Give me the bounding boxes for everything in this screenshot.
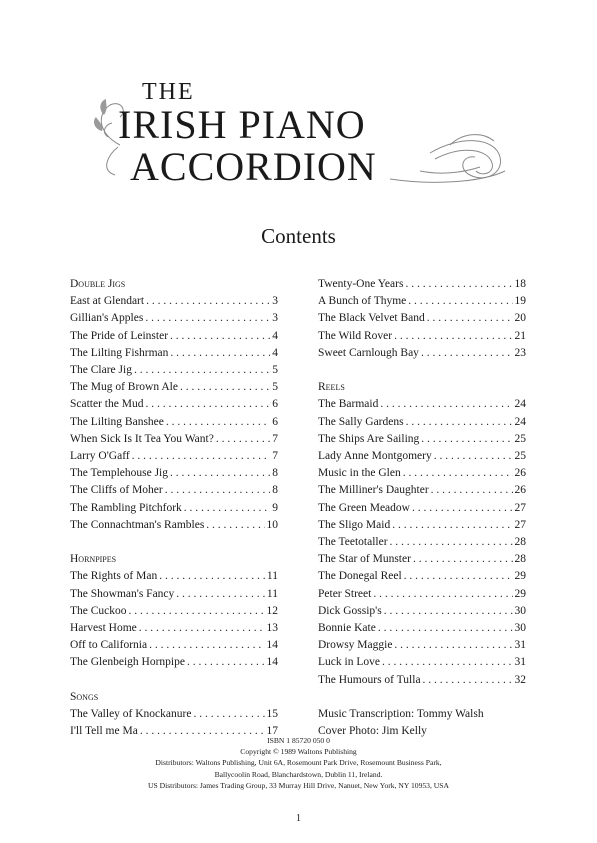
contents-entry bbox=[70, 500, 278, 517]
contents-entry bbox=[318, 568, 526, 585]
entry-title: Bonnie Kate bbox=[318, 622, 376, 635]
dot-leader bbox=[170, 328, 270, 345]
title-the: THE bbox=[142, 79, 195, 105]
dot-leader bbox=[431, 482, 513, 499]
dot-leader bbox=[434, 448, 513, 465]
entry-title: The Ships Are Sailing bbox=[318, 432, 420, 445]
section-heading: Reels bbox=[318, 381, 345, 394]
dot-leader bbox=[423, 672, 513, 689]
entry-page: 14 bbox=[266, 639, 278, 652]
entry-page: 4 bbox=[272, 329, 278, 342]
entry-title: Lady Anne Montgomery bbox=[318, 450, 432, 463]
dot-leader bbox=[165, 482, 271, 499]
entry-page: 15 bbox=[266, 708, 278, 721]
dot-leader bbox=[180, 379, 270, 396]
entry-page: 11 bbox=[266, 570, 278, 583]
entry-title: The Showman's Fancy bbox=[70, 587, 175, 600]
entry-page: 9 bbox=[272, 501, 278, 514]
entry-title: The Pride of Leinster bbox=[70, 329, 169, 342]
entry-title: The Cuckoo bbox=[70, 604, 127, 617]
contents-entry bbox=[318, 586, 526, 603]
dot-leader bbox=[408, 293, 512, 310]
entry-page: 19 bbox=[514, 295, 526, 308]
contents-entry bbox=[318, 345, 526, 362]
entry-title: Drowsy Maggie bbox=[318, 639, 393, 652]
contents-entry bbox=[70, 293, 278, 310]
entry-title: Peter Street bbox=[318, 587, 372, 600]
contents-entry bbox=[70, 328, 278, 345]
section-gap bbox=[318, 362, 526, 379]
entry-page: 12 bbox=[266, 604, 278, 617]
contents-entry bbox=[318, 603, 526, 620]
entry-page: 11 bbox=[266, 587, 278, 600]
entry-page: 8 bbox=[272, 484, 278, 497]
dot-leader bbox=[378, 620, 513, 637]
dot-leader bbox=[427, 310, 513, 327]
dot-leader bbox=[146, 293, 270, 310]
section-heading: Songs bbox=[70, 690, 99, 703]
entry-page: 27 bbox=[514, 518, 526, 531]
entry-page: 27 bbox=[514, 501, 526, 514]
dot-leader bbox=[216, 431, 270, 448]
title-block bbox=[90, 75, 510, 190]
title-accordion: ACCORDION bbox=[130, 144, 377, 189]
entry-page: 28 bbox=[514, 536, 526, 549]
entry-page: 28 bbox=[514, 553, 526, 566]
contents-entry bbox=[318, 482, 526, 499]
entry-title: Harvest Home bbox=[70, 622, 137, 635]
contents-column-left bbox=[70, 276, 278, 740]
contents-entry bbox=[70, 345, 278, 362]
entry-page: 5 bbox=[272, 364, 278, 377]
dot-leader bbox=[421, 431, 512, 448]
contents-entry bbox=[70, 517, 278, 534]
contents-entry bbox=[70, 465, 278, 482]
contents-entry bbox=[318, 517, 526, 534]
title-irish-piano: IRISH PIANO bbox=[118, 102, 366, 147]
entry-title: Off to California bbox=[70, 639, 148, 652]
entry-page: 31 bbox=[514, 639, 526, 652]
dot-leader bbox=[394, 637, 512, 654]
entry-title: The Sligo Maid bbox=[318, 518, 391, 531]
entry-page: 5 bbox=[272, 381, 278, 394]
section-heading: Double Jigs bbox=[70, 278, 126, 290]
dot-leader bbox=[373, 586, 512, 603]
entry-page: 7 bbox=[272, 450, 278, 463]
contents-heading: Contents bbox=[261, 224, 336, 248]
dot-leader bbox=[380, 396, 512, 413]
dot-leader bbox=[384, 603, 513, 620]
dot-leader bbox=[403, 465, 513, 482]
entry-title: I'll Tell me Ma bbox=[70, 725, 138, 738]
dot-leader bbox=[412, 500, 513, 517]
entry-page: 26 bbox=[514, 484, 526, 497]
entry-page: 7 bbox=[272, 432, 278, 445]
entry-page: 21 bbox=[514, 329, 526, 342]
entry-title: When Sick Is It Tea You Want? bbox=[70, 432, 214, 445]
contents-entry bbox=[70, 482, 278, 499]
cover-photo-credit: Cover Photo: Jim Kelly bbox=[318, 725, 427, 738]
entry-title: The Donegal Reel bbox=[318, 570, 402, 583]
dot-leader bbox=[145, 396, 270, 413]
entry-page: 6 bbox=[272, 398, 278, 411]
contents-entry bbox=[318, 637, 526, 654]
entry-title: The Rambling Pitchfork bbox=[70, 501, 182, 514]
entry-page: 17 bbox=[266, 725, 278, 738]
section-gap bbox=[70, 672, 278, 689]
entry-title: The Star of Munster bbox=[318, 553, 411, 566]
entry-title: The Cliffs of Moher bbox=[70, 484, 163, 497]
contents-entry bbox=[70, 414, 278, 431]
contents-entry bbox=[70, 654, 278, 671]
entry-title: The Humours of Tulla bbox=[318, 673, 421, 686]
contents-entry bbox=[70, 448, 278, 465]
dot-leader bbox=[394, 328, 512, 345]
entry-title: Music in the Glen bbox=[318, 467, 401, 480]
contents-entry bbox=[318, 620, 526, 637]
contents-entry bbox=[70, 310, 278, 327]
section-gap bbox=[318, 689, 526, 706]
entry-page: 25 bbox=[514, 432, 526, 445]
entry-title: Scatter the Mud bbox=[70, 398, 144, 411]
entry-title: The Valley of Knockanure bbox=[70, 708, 192, 721]
entry-page: 26 bbox=[514, 467, 526, 480]
contents-entry bbox=[318, 534, 526, 551]
dot-leader bbox=[406, 414, 513, 431]
entry-page: 24 bbox=[514, 398, 526, 411]
contents-entry bbox=[318, 431, 526, 448]
entry-title: Luck in Love bbox=[318, 656, 380, 669]
entry-title: The Mug of Brown Ale bbox=[70, 381, 178, 394]
entry-page: 20 bbox=[514, 312, 526, 325]
entry-page: 3 bbox=[272, 312, 278, 325]
dot-leader bbox=[149, 637, 264, 654]
entry-title: The Glenbeigh Hornpipe bbox=[70, 656, 185, 669]
contents-entry bbox=[318, 396, 526, 413]
dot-leader bbox=[382, 654, 513, 671]
dot-leader bbox=[404, 568, 513, 585]
dot-leader bbox=[184, 500, 270, 517]
entry-title: Dick Gossip's bbox=[318, 604, 382, 617]
dot-leader bbox=[139, 620, 265, 637]
section-gap bbox=[70, 534, 278, 551]
entry-title: Twenty-One Years bbox=[318, 278, 404, 290]
entry-page: 6 bbox=[272, 415, 278, 428]
dot-leader bbox=[170, 465, 270, 482]
entry-title: The Lilting Fishrman bbox=[70, 346, 169, 359]
entry-page: 30 bbox=[514, 622, 526, 635]
isbn: ISBN 1 85720 050 0 bbox=[267, 736, 330, 745]
page-number: 1 bbox=[296, 813, 301, 824]
entry-page: 24 bbox=[514, 415, 526, 428]
contents-entry bbox=[318, 448, 526, 465]
publishing-info bbox=[0, 735, 597, 791]
contents-entry bbox=[70, 568, 278, 585]
section-heading: Hornpipes bbox=[70, 553, 117, 566]
copyright: Copyright © 1989 Waltons Publishing bbox=[240, 747, 357, 757]
us-distributors: US Distributors: James Trading Group, 33 Murray Hill Drive, Nanuet, New York, NY 10953, USA bbox=[148, 780, 449, 790]
entry-title: The Wild Rover bbox=[318, 329, 393, 342]
dot-leader bbox=[390, 534, 513, 551]
distributors-line-1: Distributors: Waltons Publishing, Unit 6A, Rosemount Park Drive, Rosemount Business Park, bbox=[155, 758, 442, 768]
entry-page: 13 bbox=[266, 622, 278, 635]
entry-page: 25 bbox=[514, 450, 526, 463]
contents-entry bbox=[318, 654, 526, 671]
entry-title: The Black Velvet Band bbox=[318, 312, 425, 325]
dot-leader bbox=[134, 362, 270, 379]
entry-page: 14 bbox=[266, 656, 278, 669]
contents-column-right bbox=[318, 276, 526, 740]
dot-leader bbox=[392, 517, 512, 534]
contents-entry bbox=[70, 706, 278, 723]
entry-title: The Milliner's Daughter bbox=[318, 484, 429, 497]
contents-entry bbox=[318, 276, 526, 293]
contents-entry bbox=[318, 465, 526, 482]
entry-title: The Lilting Banshee bbox=[70, 415, 164, 428]
entry-title: East at Glendart bbox=[70, 295, 145, 308]
contents-entry bbox=[70, 379, 278, 396]
entry-page: 29 bbox=[514, 587, 526, 600]
contents-entry bbox=[318, 672, 526, 689]
dot-leader bbox=[159, 568, 265, 585]
dot-leader bbox=[170, 345, 270, 362]
dot-leader bbox=[421, 345, 513, 362]
entry-page: 23 bbox=[514, 346, 526, 359]
entry-page: 32 bbox=[514, 673, 526, 686]
contents-entry bbox=[318, 310, 526, 327]
entry-page: 8 bbox=[272, 467, 278, 480]
entry-title: The Sally Gardens bbox=[318, 415, 404, 428]
dot-leader bbox=[129, 603, 265, 620]
dot-leader bbox=[166, 414, 270, 431]
entry-page: 30 bbox=[514, 604, 526, 617]
music-transcription-credit: Music Transcription: Tommy Walsh bbox=[318, 708, 484, 721]
contents-entry bbox=[70, 637, 278, 654]
dot-leader bbox=[405, 276, 512, 293]
dot-leader bbox=[132, 448, 271, 465]
entry-page: 31 bbox=[514, 656, 526, 669]
entry-page: 10 bbox=[266, 518, 278, 531]
entry-title: The Green Meadow bbox=[318, 501, 410, 514]
contents-entry bbox=[70, 396, 278, 413]
contents-entry bbox=[318, 414, 526, 431]
contents-entry bbox=[70, 362, 278, 379]
distributors-line-2: Ballycoolin Road, Blanchardstown, Dublin 11, Ireland. bbox=[214, 769, 383, 779]
entry-title: A Bunch of Thyme bbox=[318, 295, 407, 308]
contents-entry bbox=[70, 586, 278, 603]
entry-title: The Rights of Man bbox=[70, 570, 158, 583]
contents-entry bbox=[70, 620, 278, 637]
entry-title: The Teetotaller bbox=[318, 536, 388, 549]
entry-title: Larry O'Gaff bbox=[70, 450, 130, 463]
entry-page: 18 bbox=[514, 278, 526, 290]
entry-title: Gillian's Apples bbox=[70, 312, 144, 325]
dot-leader bbox=[145, 310, 270, 327]
dot-leader bbox=[206, 517, 264, 534]
dot-leader bbox=[176, 586, 265, 603]
entry-title: The Templehouse Jig bbox=[70, 467, 168, 480]
entry-title: Sweet Carnlough Bay bbox=[318, 346, 419, 359]
dot-leader bbox=[187, 654, 265, 671]
dot-leader bbox=[193, 706, 264, 723]
entry-page: 4 bbox=[272, 346, 278, 359]
contents-entry bbox=[318, 500, 526, 517]
entry-title: The Barmaid bbox=[318, 398, 379, 411]
contents-entry bbox=[318, 551, 526, 568]
contents-entry bbox=[318, 328, 526, 345]
contents-entry bbox=[70, 431, 278, 448]
entry-page: 29 bbox=[514, 570, 526, 583]
entry-title: The Clare Jig bbox=[70, 364, 132, 377]
contents-entry bbox=[70, 603, 278, 620]
entry-page: 3 bbox=[272, 295, 278, 308]
dot-leader bbox=[413, 551, 513, 568]
entry-title: The Connachtman's Rambles bbox=[70, 518, 205, 531]
contents-entry bbox=[318, 293, 526, 310]
